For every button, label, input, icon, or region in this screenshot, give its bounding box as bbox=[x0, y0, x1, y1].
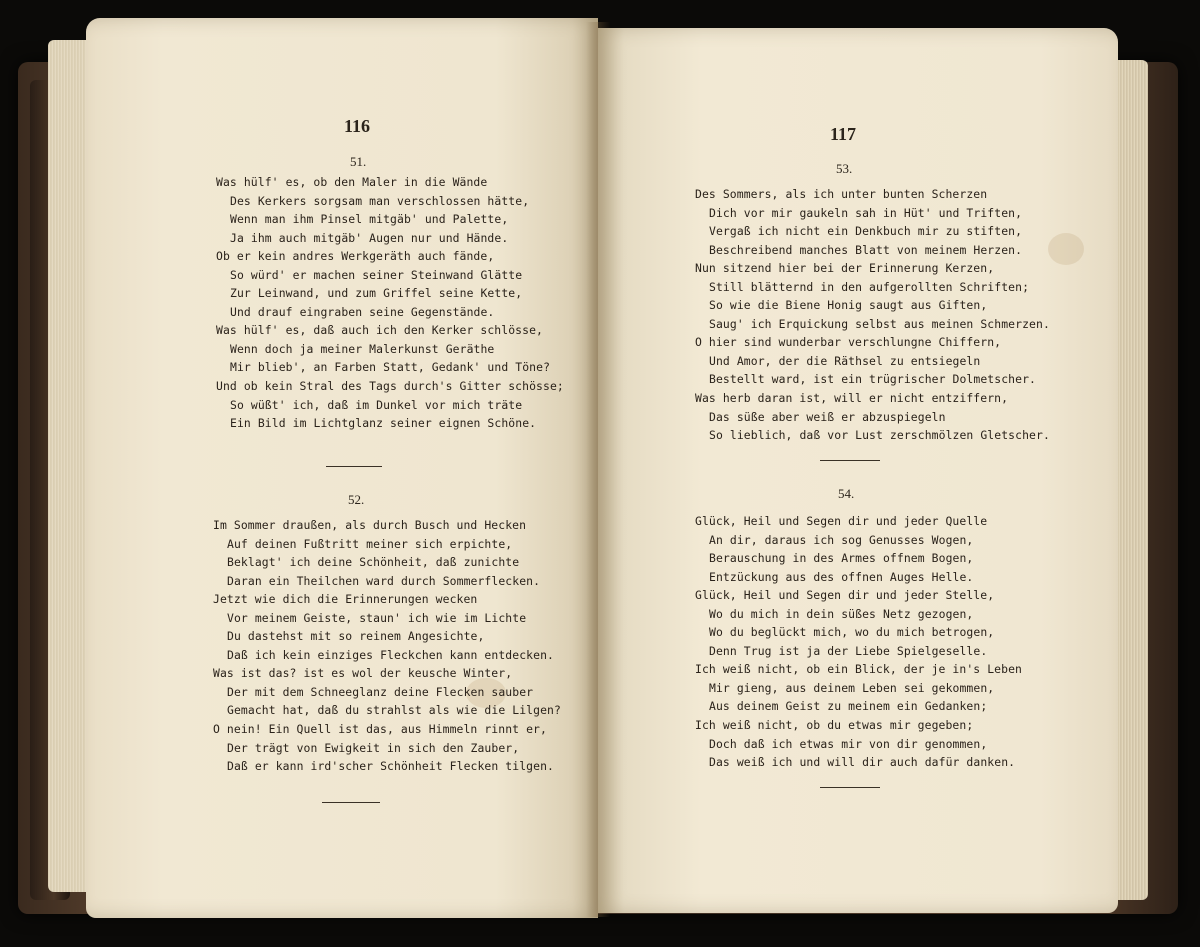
poem-line: Was ist das? ist es wol der keusche Winter, bbox=[213, 666, 513, 681]
poem-line: Der trägt von Ewigkeit in sich den Zauber, bbox=[227, 740, 520, 755]
poem-line: Beklagt' ich deine Schönheit, daß zunichte bbox=[227, 555, 520, 570]
poem-line: Jetzt wie dich die Erinnerungen wecken bbox=[213, 592, 478, 607]
poem-line: Still blätternd in den aufgerollten Schriften; bbox=[709, 279, 1030, 294]
poem-line: Des Kerkers sorgsam man verschlossen hätte, bbox=[230, 193, 530, 208]
section-divider bbox=[322, 802, 380, 803]
poem-line: O hier sind wunderbar verschlungne Chiffern, bbox=[695, 335, 1002, 350]
poem-line: Du dastehst mit so reinem Angesichte, bbox=[227, 629, 485, 644]
poem-line: Nun sitzend hier bei der Erinnerung Kerzen, bbox=[695, 261, 995, 276]
poem-number: 53. bbox=[836, 161, 853, 176]
poem-line: Bestellt ward, ist ein trügrischer Dolmetscher. bbox=[709, 372, 1037, 387]
poem-line: Ich weiß nicht, ob ein Blick, der je in's Leben bbox=[695, 662, 1023, 677]
page-number: 116 bbox=[344, 116, 371, 136]
poem-line: Wenn man ihm Pinsel mitgäb' und Palette, bbox=[230, 212, 509, 227]
poem-line: Glück, Heil und Segen dir und jeder Quelle bbox=[695, 514, 988, 528]
poem-line: Der mit dem Schneeglanz deine Flecken sauber bbox=[227, 684, 534, 699]
poem-line: Entzückung aus des offnen Auges Helle. bbox=[709, 569, 974, 584]
poem-line: Und ob kein Stral des Tags durch's Gitter schösse; bbox=[216, 379, 564, 394]
poem-line: Ich weiß nicht, ob du etwas mir gegeben; bbox=[695, 718, 974, 733]
poem-line: Zur Leinwand, und zum Griffel seine Kette, bbox=[230, 286, 523, 301]
poem-line: Mir gieng, aus deinem Leben sei gekommen, bbox=[709, 680, 995, 695]
poem-line: Was herb daran ist, will er nicht entziffern, bbox=[695, 391, 1009, 406]
poem-line: Und Amor, der die Räthsel zu entsiegeln bbox=[709, 353, 981, 368]
poem-line: Das süße aber weiß er abzuspiegeln bbox=[709, 409, 946, 424]
poem-line: Denn Trug ist ja der Liebe Spielgeselle. bbox=[709, 643, 988, 658]
section-divider bbox=[820, 460, 880, 461]
poem-line: Glück, Heil und Segen dir und jeder Stelle, bbox=[695, 588, 995, 603]
poem-line: Im Sommer draußen, als durch Busch und Hecken bbox=[213, 518, 527, 532]
poem-line: Wo du mich in dein süßes Netz gezogen, bbox=[709, 606, 974, 621]
poem-line: So lieblich, daß vor Lust zerschmölzen Gletscher. bbox=[709, 428, 1050, 443]
poem-line: Vergaß ich nicht ein Denkbuch mir zu stiften, bbox=[709, 224, 1023, 239]
poem-51 bbox=[216, 173, 564, 433]
section-divider bbox=[820, 787, 880, 788]
poem-line: Wenn doch ja meiner Malerkunst Geräthe bbox=[230, 341, 495, 356]
poem-line: Vor meinem Geiste, staun' ich wie im Lichte bbox=[227, 610, 527, 625]
right-page bbox=[598, 28, 1118, 913]
poem-line: Ein Bild im Lichtglanz seiner eignen Schöne. bbox=[230, 416, 537, 431]
poem-line: Daran ein Theilchen ward durch Sommerflecken. bbox=[227, 573, 541, 588]
poem-line: Daß er kann ird'scher Schönheit Flecken tilgen. bbox=[227, 759, 555, 774]
poem-line: Des Sommers, als ich unter bunten Scherzen bbox=[695, 187, 988, 201]
poem-line: Das weiß ich und will dir auch dafür danken. bbox=[709, 755, 1016, 770]
poem-line: Und drauf eingraben seine Gegenstände. bbox=[230, 304, 495, 319]
poem-line: Doch daß ich etwas mir von dir genommen, bbox=[709, 736, 988, 751]
poem-line: Daß ich kein einziges Fleckchen kann entdecken. bbox=[227, 647, 555, 662]
poem-line: Was hülf' es, daß auch ich den Kerker schlösse, bbox=[216, 323, 544, 338]
poem-line: So wüßt' ich, daß im Dunkel vor mich träte bbox=[230, 397, 523, 412]
poem-line: Saug' ich Erquickung selbst aus meinen Schmerzen. bbox=[709, 316, 1050, 331]
poem-line: Berauschung in des Armes offnem Bogen, bbox=[709, 551, 974, 566]
poem-line: O nein! Ein Quell ist das, aus Himmeln rinnt er, bbox=[213, 722, 547, 737]
poem-line: Dich vor mir gaukeln sah in Hüt' und Triften, bbox=[709, 205, 1023, 220]
poem-line: So wie die Biene Honig saugt aus Giften, bbox=[709, 298, 988, 313]
poem-line: Wo du beglückt mich, wo du mich betrogen, bbox=[709, 625, 995, 640]
poem-52 bbox=[213, 516, 561, 776]
poem-line: Beschreibend manches Blatt von meinem Herzen. bbox=[709, 242, 1023, 257]
poem-number: 51. bbox=[350, 154, 367, 169]
poem-line: Mir blieb', an Farben Statt, Gedank' und Töne? bbox=[230, 360, 551, 375]
poem-line: Ob er kein andres Werkgeräth auch fände, bbox=[216, 249, 495, 264]
paper-stain bbox=[1048, 233, 1084, 265]
poem-line: Gemacht hat, daß du strahlst als wie die Lilgen? bbox=[227, 703, 561, 718]
poem-line: Aus deinem Geist zu meinem ein Gedanken; bbox=[709, 699, 988, 714]
poem-line: An dir, daraus ich sog Genusses Wogen, bbox=[709, 532, 974, 547]
left-page bbox=[86, 18, 598, 918]
page-number: 117 bbox=[830, 124, 857, 144]
poem-line: Auf deinen Fußtritt meiner sich erpichte, bbox=[227, 536, 513, 551]
poem-54 bbox=[695, 512, 1022, 772]
poem-line: Ja ihm auch mitgäb' Augen nur und Hände. bbox=[230, 230, 509, 245]
poem-number: 54. bbox=[838, 486, 855, 501]
poem-line: So würd' er machen seiner Steinwand Glätte bbox=[230, 267, 523, 282]
poem-line: Was hülf' es, ob den Maler in die Wände bbox=[216, 175, 488, 189]
poem-number: 52. bbox=[348, 492, 365, 507]
section-divider bbox=[326, 466, 382, 467]
poem-53 bbox=[695, 185, 1050, 445]
